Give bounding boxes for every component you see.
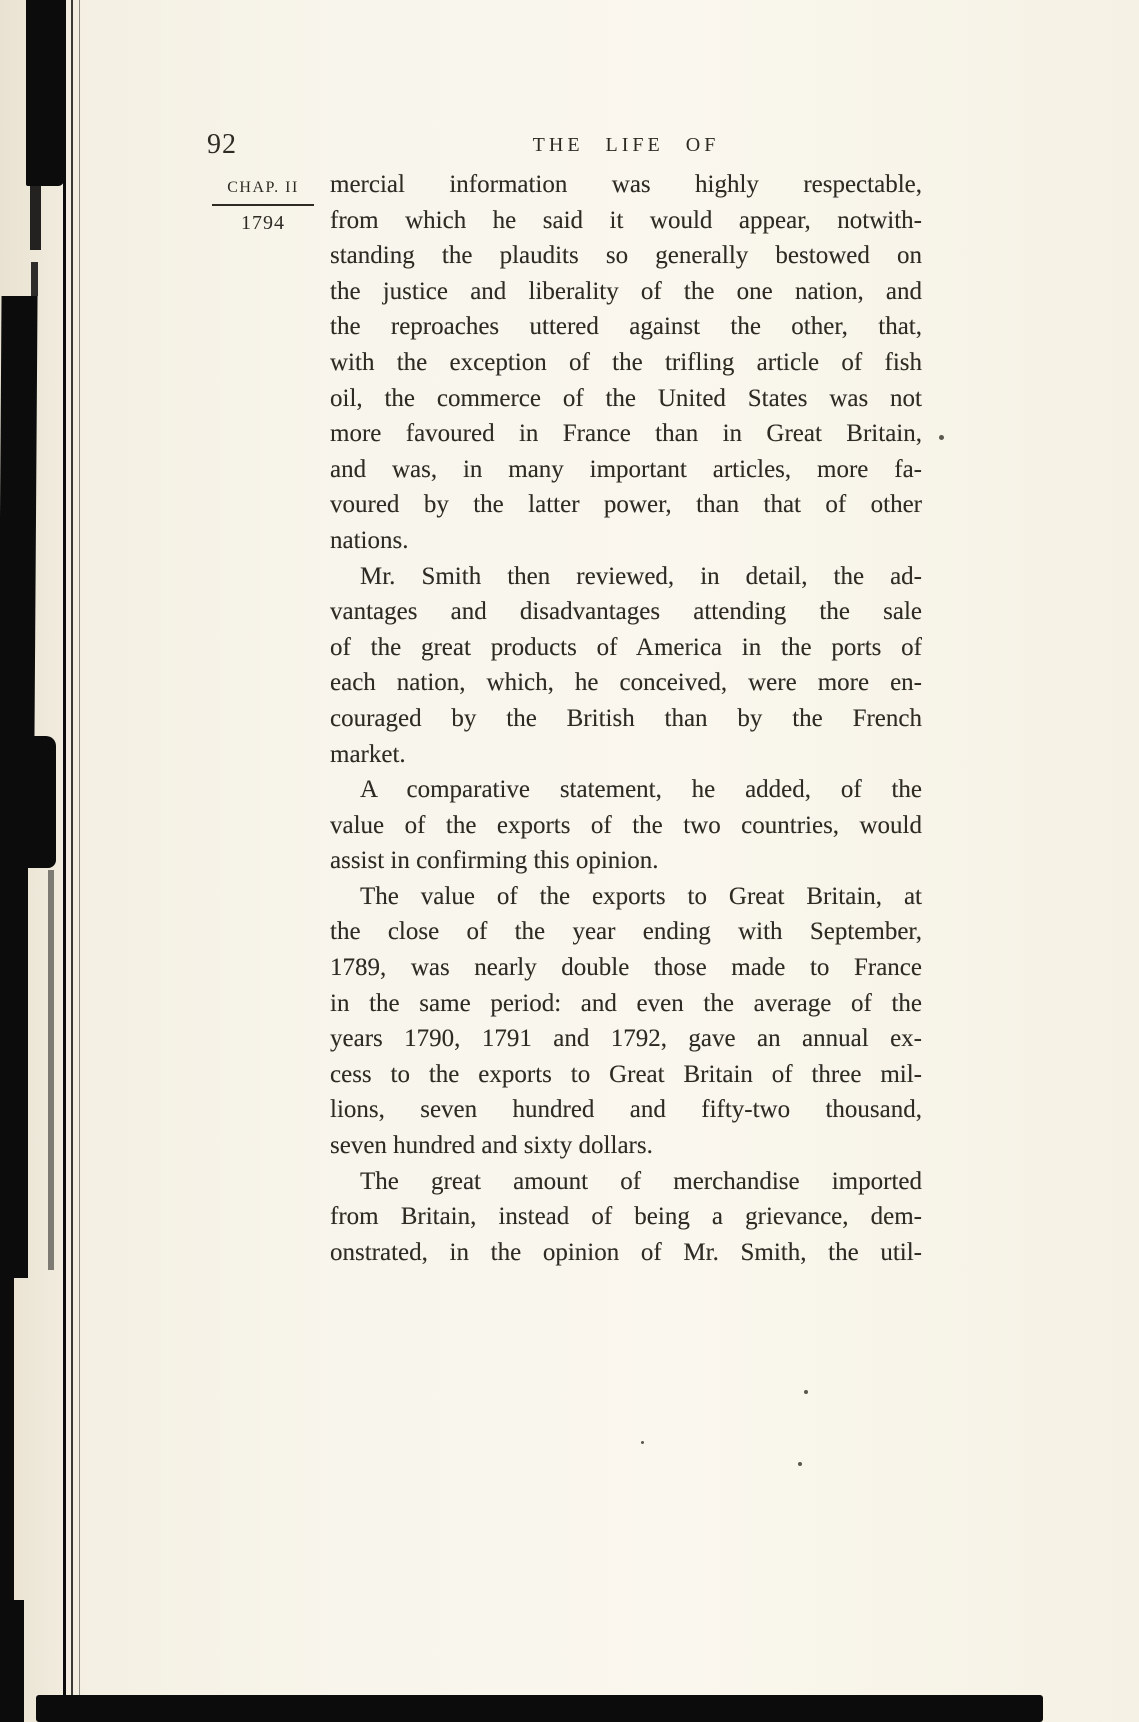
scan-artifact-left-blob (0, 736, 56, 868)
scan-artifact-binding-line (63, 0, 66, 1722)
scan-artifact-left-strip (0, 1276, 14, 1606)
text-line: cess to the exports to Great Britain of three mil- (330, 1060, 922, 1088)
scan-artifact-smear (48, 870, 54, 1270)
text-line: more favoured in France than in Great Britain, (330, 420, 922, 448)
paragraph (330, 772, 922, 879)
paragraph (330, 167, 922, 559)
running-header: THE LIFE OF (532, 134, 720, 156)
text-line: voured by the latter power, than that of other (330, 491, 922, 519)
text-line: assist in confirming this opinion. (330, 847, 659, 875)
page-number: 92 (207, 129, 237, 160)
chapter-label: CHAP. II (227, 179, 299, 196)
ink-speck (798, 1462, 802, 1466)
text-line: in the same period: and even the average of the (330, 989, 922, 1017)
text-line: from which he said it would appear, notwith- (330, 206, 922, 234)
text-line: The value of the exports to Great Britain, at (360, 882, 922, 910)
body-text (330, 167, 922, 1270)
scan-artifact-binding-line (71, 0, 73, 1722)
text-line: the reproaches uttered against the other, that, (330, 313, 922, 341)
text-line: and was, in many important articles, more fa- (330, 455, 922, 483)
scan-artifact-binding-line (79, 0, 80, 1722)
text-line: oil, the commerce of the United States was not (330, 384, 922, 412)
text-line: couraged by the British than by the French (330, 704, 922, 732)
paragraph (330, 879, 922, 1164)
paragraph (330, 1164, 922, 1271)
text-line: A comparative statement, he added, of the (360, 776, 922, 804)
ink-speck (804, 1390, 808, 1394)
text-line: with the exception of the trifling article of fish (330, 348, 922, 376)
text-line: of the great products of America in the ports of (330, 633, 922, 661)
year-label: 1794 (241, 212, 285, 234)
text-line: seven hundred and sixty dollars. (330, 1132, 653, 1160)
text-line: lions, seven hundred and fifty-two thousand, (330, 1096, 922, 1124)
text-line: standing the plaudits so generally bestowed on (330, 242, 922, 270)
text-line: mercial information was highly respectable, (330, 171, 922, 198)
scan-artifact-bottom-bar (36, 1695, 1043, 1722)
text-line: each nation, which, he conceived, were more en- (330, 669, 922, 697)
text-line: market. (330, 740, 406, 768)
text-line: Mr. Smith then reviewed, in detail, the ad- (360, 562, 922, 590)
text-line: The great amount of merchandise imported (360, 1167, 922, 1195)
text-line: the justice and liberality of the one nation, and (330, 277, 922, 305)
ink-speck (641, 1441, 644, 1444)
margin-notes (212, 179, 314, 235)
scan-artifact-dash (31, 262, 38, 296)
text-line: 1789, was nearly double those made to France (330, 954, 922, 982)
paragraph (330, 559, 922, 773)
scan-artifact-bottom-left (0, 1600, 24, 1722)
text-line: nations. (330, 526, 409, 554)
text-line: years 1790, 1791 and 1792, gave an annual ex- (330, 1025, 922, 1053)
text-line: from Britain, instead of being a grievance, dem- (330, 1203, 922, 1231)
scan-artifact-left-strip (0, 296, 38, 738)
text-line: value of the exports of the two countries, would (330, 811, 922, 839)
scan-artifact-top-left-block (26, 0, 64, 186)
scan-artifact-top-left-tail (30, 186, 41, 250)
scan-artifact-left-strip (0, 866, 28, 1278)
ink-speck (939, 435, 944, 440)
text-line: onstrated, in the opinion of Mr. Smith, the util- (330, 1238, 922, 1266)
text-line: vantages and disadvantages attending the sale (330, 598, 922, 626)
text-line: the close of the year ending with September, (330, 918, 922, 946)
margin-rule (212, 204, 314, 206)
